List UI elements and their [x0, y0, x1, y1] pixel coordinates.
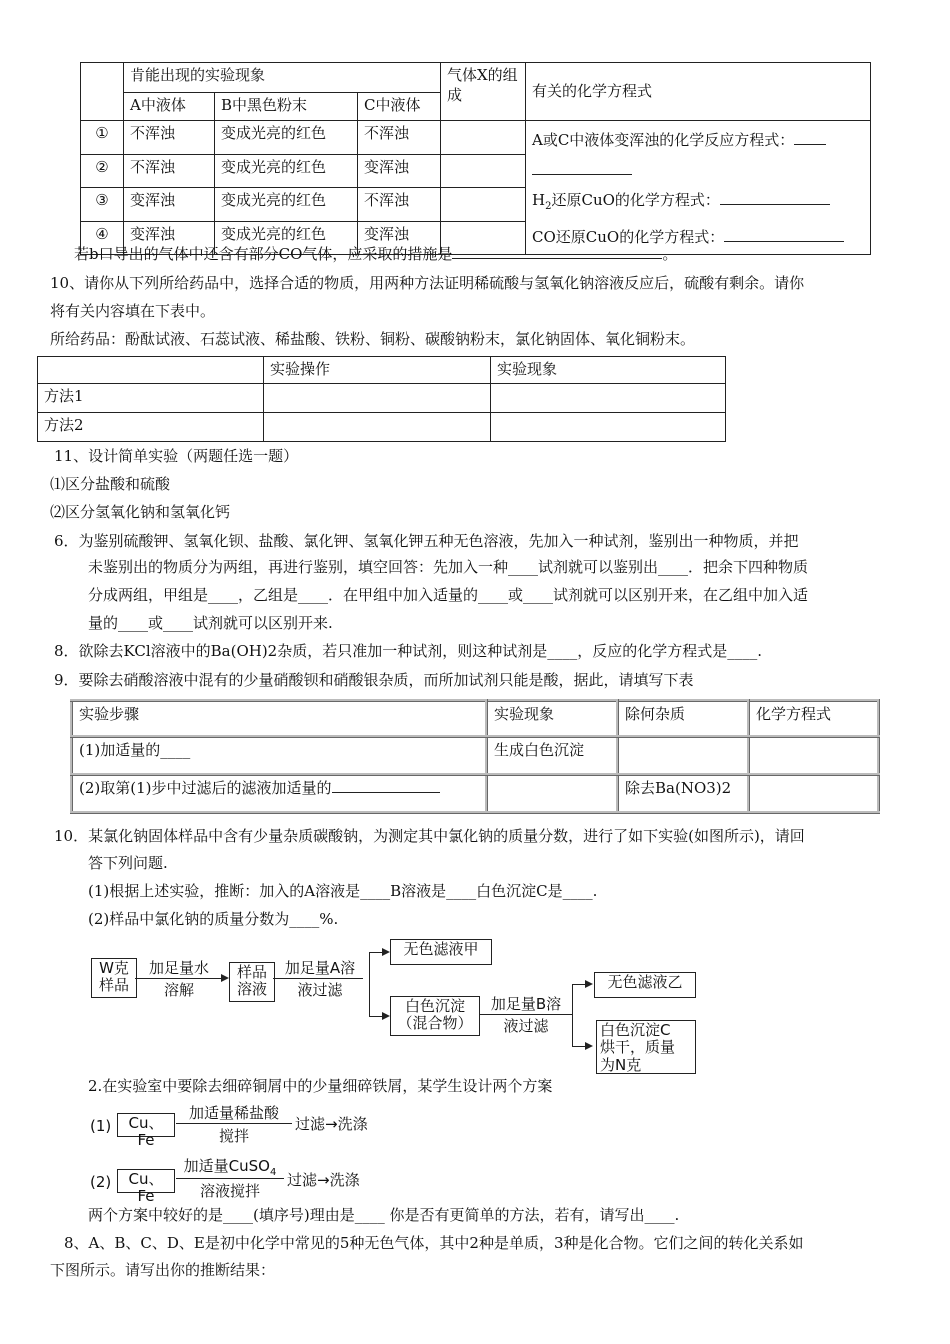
- flow-arrow-5: [585, 1042, 593, 1050]
- measure-end: 。: [662, 245, 678, 263]
- q9-r1-step: (1)加适量的____: [72, 737, 487, 775]
- flow-split-2: [572, 984, 573, 1046]
- cell-b: 变成光亮的红色: [215, 154, 358, 188]
- table-row: [81, 121, 871, 155]
- table1-header-a: A中液体: [124, 93, 215, 121]
- flow-step1-top: 加足量水: [148, 959, 209, 977]
- flow-box-solution: [229, 962, 275, 1002]
- table1-header-gas: 气体X的组成: [441, 63, 526, 121]
- measure-blank[interactable]: [452, 244, 662, 259]
- eq1-text: A或C中液体变浑浊的化学反应方程式：: [532, 131, 795, 149]
- eq2-blank[interactable]: [720, 190, 830, 205]
- flow-arrow-3: [382, 1012, 390, 1020]
- flow-step2-top: 加足量A溶: [284, 959, 356, 977]
- flow-w1: W克: [99, 959, 129, 977]
- scheme1-tail: 过滤→洗涤: [295, 1115, 368, 1133]
- q10a-line1: 10、请你从下列所给药品中，选择合适的物质，用两种方法证明稀硫酸与氢氧化钠溶液反应后，硫酸有剩余。请你: [50, 274, 805, 292]
- flow-box-filtrate-b: 无色滤液乙: [594, 972, 696, 998]
- equations-cell: [526, 121, 871, 255]
- flow-split-2-top: [572, 984, 586, 985]
- flow-split-1-top: [369, 952, 383, 953]
- table1-header-c: C中液体: [358, 93, 441, 121]
- scheme1-top: 加适量稀盐酸: [188, 1104, 279, 1122]
- gas-cell[interactable]: [441, 188, 526, 222]
- q8a-line: 8．欲除去KCl溶液中的Ba(OH)2杂质，若只准加一种试剂，则这种试剂是____，反应的化学方程式是____.: [54, 642, 762, 660]
- cell-c: 不浑浊: [358, 188, 441, 222]
- flow-c2: 烘干，质量: [600, 1038, 676, 1057]
- eq2-h: H: [532, 191, 546, 209]
- flow-p2: （混合物）: [397, 1014, 473, 1033]
- q9-r1-impurity[interactable]: [618, 737, 749, 775]
- eq3-text: CO还原CuO的化学方程式：: [532, 228, 725, 246]
- q11-line3: ⑵区分氢氧化钠和氢氧化钙: [50, 503, 231, 521]
- q9-header-impurity: 除何杂质: [618, 701, 749, 737]
- flow-split-1: [369, 952, 370, 1016]
- q9-r2-blank[interactable]: [332, 778, 440, 793]
- flow-step1-bottom: 溶解: [163, 981, 194, 999]
- scheme2-bottom: 溶液搅拌: [199, 1182, 260, 1200]
- impurity-table: [70, 699, 880, 814]
- q6-line2: 未鉴别出的物质分为两组，再进行鉴别，填空回答：先加入一种____试剂就可以鉴别出____．把余下四种物质: [88, 558, 809, 576]
- flow-box-sample: [91, 958, 137, 998]
- flow-arrow-1: [221, 974, 229, 982]
- row-number: ①: [81, 121, 124, 155]
- method-header-ph: 实验现象: [491, 357, 726, 384]
- table1-header-b: B中黑色粉末: [215, 93, 358, 121]
- eq1-blank-2[interactable]: [532, 160, 632, 175]
- q9-r2-equation[interactable]: [749, 775, 879, 813]
- scheme1-bottom: 搅拌: [218, 1127, 249, 1145]
- flow-arrow-2: [382, 948, 390, 956]
- flow-box-filtrate-a: 无色滤液甲: [390, 939, 492, 965]
- flow-step3-bottom: 液过滤: [503, 1017, 549, 1035]
- scheme2-number: (2): [90, 1173, 112, 1191]
- method-1-ph[interactable]: [491, 384, 726, 413]
- flow-split-1-bottom: [369, 1016, 383, 1017]
- cell-b: 变成光亮的红色: [215, 188, 358, 222]
- row-number: ②: [81, 154, 124, 188]
- cell-a: 不浑浊: [124, 121, 215, 155]
- method-table: [37, 356, 726, 442]
- method-header-blank: [38, 357, 264, 384]
- cell-b: 变成光亮的红色: [215, 221, 358, 255]
- method-header-op: 实验操作: [264, 357, 491, 384]
- scheme1-number: (1): [90, 1117, 112, 1135]
- q6-line3: 分成两组，甲组是____，乙组是____．在甲组中加入适量的____或____试剂就可以区别开来，在乙组中加入适: [88, 586, 809, 604]
- method-1-label: 方法1: [38, 384, 264, 413]
- cell-a: 不浑浊: [124, 154, 215, 188]
- cell-a: 变浑浊: [124, 188, 215, 222]
- scheme2-line: [176, 1178, 284, 1179]
- q8b-line2: 下图所示。请写出你的推断结果：: [50, 1261, 276, 1279]
- experiment-table-1: [80, 62, 871, 255]
- eq2-sub: 2: [545, 201, 552, 212]
- q9-r1-phenomenon: 生成白色沉淀: [487, 737, 618, 775]
- q9-r2-step-cell: [72, 775, 487, 813]
- q9-header-phenomenon: 实验现象: [487, 701, 618, 737]
- flow-c1: 白色沉淀C: [600, 1021, 671, 1039]
- flow-w2: 样品: [98, 976, 129, 995]
- scheme2-top: 加适量CuSO: [183, 1157, 270, 1175]
- q9-header-step: 实验步骤: [72, 701, 487, 737]
- gas-cell[interactable]: [441, 121, 526, 155]
- flow-box-precipitate: [390, 996, 480, 1036]
- scheme2-tail: 过滤→洗涤: [287, 1171, 360, 1189]
- q10b-line4: (2)样品中氯化钠的质量分数为____%.: [88, 910, 339, 928]
- table-row: [72, 775, 879, 813]
- cell-c: 变浑浊: [358, 154, 441, 188]
- row-number: ③: [81, 188, 124, 222]
- flow-split-2-bottom: [572, 1046, 586, 1047]
- flow-arrow-4: [585, 980, 593, 988]
- table1-header-phenomena: 肯能出现的实验现象: [124, 63, 441, 93]
- q9-r2-phenomenon[interactable]: [487, 775, 618, 813]
- cell-a: 变浑浊: [124, 221, 215, 255]
- method-1-op[interactable]: [264, 384, 491, 413]
- scheme2-top-wrap: [176, 1156, 284, 1180]
- q6-line1: 6．为鉴别硫酸钾、氢氧化钡、盐酸、氯化钾、氢氧化钾五种无色溶液，先加入一种试剂，鉴别出一种物质，并把: [54, 532, 799, 550]
- flow-step2-bottom: 液过滤: [297, 981, 343, 999]
- q10a-line3: 所给药品：酚酞试液、石蕊试液、稀盐酸、铁粉、铜粉、碳酸钠粉末，氯化钠固体、氧化铜粉末。: [50, 330, 696, 348]
- table-row: [72, 737, 879, 775]
- scheme1-line: [176, 1123, 292, 1124]
- q9-r2-step: (2)取第(1)步中过滤后的滤液加适量的: [79, 779, 332, 797]
- row-number: ④: [81, 221, 124, 255]
- table-row: [38, 384, 726, 413]
- scheme2-box: Cu、Fe: [117, 1169, 175, 1193]
- q11-line1: 11、设计简单实验（两题任选一题）: [54, 447, 299, 465]
- eq3-blank[interactable]: [724, 227, 844, 242]
- q9-line1: 9．要除去硝酸溶液中混有的少量硝酸钡和硝酸银杂质，而所加试剂只能是酸，据此，请填写下表: [54, 671, 694, 689]
- q11-line2: ⑴区分盐酸和硫酸: [50, 475, 171, 493]
- q6-line4: 量的____或____试剂就可以区别开来.: [88, 614, 333, 632]
- q10b-line1: 10．某氯化钠固体样品中含有少量杂质碳酸钠，为测定其中氯化钠的质量分数，进行了如下实验(如图所示)，请回: [54, 827, 805, 845]
- gas-cell[interactable]: [441, 154, 526, 188]
- method-2-label: 方法2: [38, 413, 264, 442]
- eq1-blank[interactable]: [794, 130, 826, 145]
- table1-corner-cell: [81, 63, 124, 121]
- q9-header-equation: 化学方程式: [749, 701, 879, 737]
- table1-header-equation: 有关的化学方程式: [526, 63, 871, 121]
- measure-text: 若b口导出的气体中还含有部分CO气体，应采取的措施是: [74, 245, 453, 263]
- method-2-op[interactable]: [264, 413, 491, 442]
- flow-sol2: 溶液: [236, 980, 267, 999]
- method-2-ph[interactable]: [491, 413, 726, 442]
- flow-p1: 白色沉淀: [404, 997, 465, 1015]
- cell-c: 变浑浊: [358, 221, 441, 255]
- measure-line: [74, 244, 677, 264]
- cell-c: 不浑浊: [358, 121, 441, 155]
- q2-line1: 2.在实验室中要除去细碎铜屑中的少量细碎铁屑，某学生设计两个方案: [88, 1077, 553, 1095]
- flow-sol1: 样品: [236, 963, 267, 981]
- q10b-line2: 答下列问题.: [88, 854, 168, 872]
- q2-line2: 两个方案中较好的是____(填序号)理由是____ 你是否有更简单的方法，若有，请写出____.: [88, 1206, 680, 1224]
- table-row: [38, 413, 726, 442]
- flow-step3-top: 加足量B溶: [490, 995, 562, 1013]
- q10b-line3: (1)根据上述实验，推断：加入的A溶液是____B溶液是____白色沉淀C是____.: [88, 882, 598, 900]
- q9-r2-impurity: 除去Ba(NO3)2: [618, 775, 749, 813]
- flow-c3: 为N克: [600, 1055, 642, 1074]
- scheme1-box: Cu、Fe: [117, 1113, 175, 1137]
- q10a-line2: 将有关内容填在下表中。: [50, 302, 216, 320]
- q8b-line1: 8、A、B、C、D、E是初中化学中常见的5种无色气体，其中2种是单质，3种是化合物。它们之间的转化关系如: [64, 1234, 804, 1252]
- scheme2-top-sub: 4: [269, 1167, 277, 1178]
- flow-box-precipitate-c: [596, 1020, 696, 1074]
- q9-r1-equation[interactable]: [749, 737, 879, 775]
- eq2-text: 还原CuO的化学方程式：: [551, 191, 720, 209]
- cell-b: 变成光亮的红色: [215, 121, 358, 155]
